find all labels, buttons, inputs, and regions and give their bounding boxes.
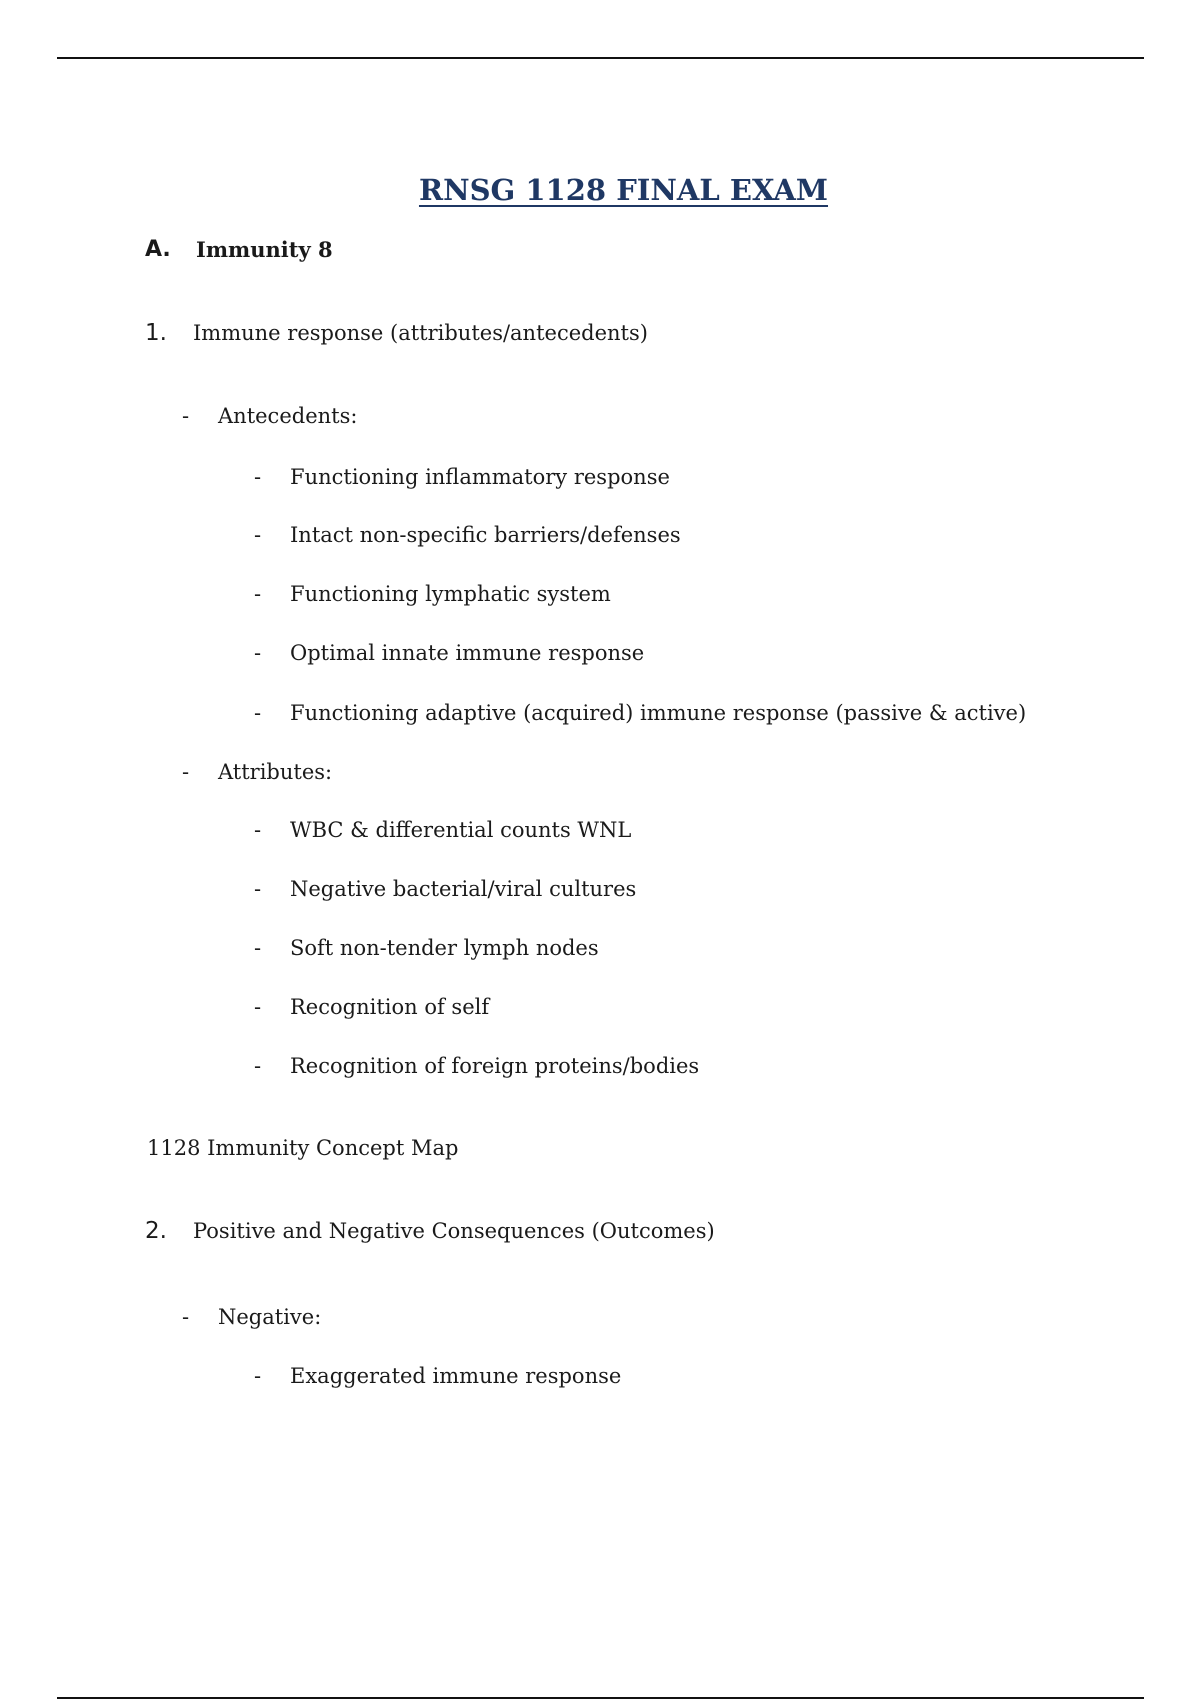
- dash-marker: -: [254, 701, 262, 725]
- item-marker: 1.: [145, 320, 167, 346]
- list-item-text: WBC & differential counts WNL: [290, 818, 632, 842]
- dash-marker: -: [254, 818, 262, 842]
- section-marker: A.: [145, 237, 171, 262]
- list-item-text: Optimal innate immune response: [290, 641, 645, 665]
- item-heading: Immune response (attributes/antecedents): [193, 321, 648, 345]
- list-item-text: Functioning inflammatory response: [290, 465, 670, 489]
- item-heading: Positive and Negative Consequences (Outcomes): [193, 1219, 715, 1243]
- dash-marker: -: [182, 404, 190, 428]
- negative-label: Negative:: [218, 1305, 322, 1329]
- list-item-text: Recognition of self: [290, 995, 490, 1019]
- document-title: [0, 170, 1200, 210]
- dash-marker: -: [254, 523, 262, 547]
- list-item-text: Intact non-specific barriers/defenses: [290, 523, 681, 547]
- list-item-text: Negative bacterial/viral cultures: [290, 877, 637, 901]
- dash-marker: -: [254, 995, 262, 1019]
- concept-map-reference: 1128 Immunity Concept Map: [147, 1136, 459, 1160]
- document-title-text: RNSG 1128 FINAL EXAM: [418, 173, 829, 207]
- antecedents-label: Antecedents:: [218, 404, 358, 428]
- list-item-text: Functioning adaptive (acquired) immune response (passive & active): [290, 701, 1027, 725]
- item-marker: 2.: [145, 1218, 167, 1244]
- dash-marker: -: [254, 582, 262, 606]
- header-rule: [57, 57, 1144, 59]
- dash-marker: -: [254, 465, 262, 489]
- dash-marker: -: [254, 1054, 262, 1078]
- dash-marker: -: [182, 760, 190, 784]
- section-heading-text: Immunity 8: [196, 237, 333, 262]
- dash-marker: -: [254, 641, 262, 665]
- list-item-text: Soft non-tender lymph nodes: [290, 936, 599, 960]
- footer-rule: [57, 1697, 1144, 1699]
- dash-marker: -: [254, 1364, 262, 1388]
- dash-marker: -: [254, 936, 262, 960]
- attributes-label: Attributes:: [218, 760, 333, 784]
- list-item-text: Recognition of foreign proteins/bodies: [290, 1054, 700, 1078]
- list-item-text: Functioning lymphatic system: [290, 582, 611, 606]
- dash-marker: -: [182, 1305, 190, 1329]
- dash-marker: -: [254, 877, 262, 901]
- list-item-text: Exaggerated immune response: [290, 1364, 622, 1388]
